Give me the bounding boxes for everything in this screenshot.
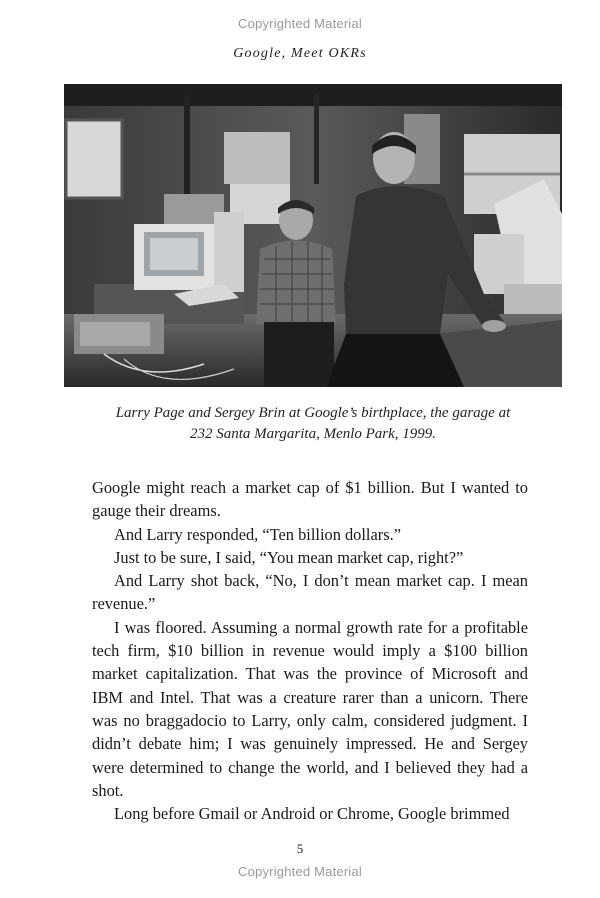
paragraph: Long before Gmail or Android or Chrome, Google brimmed xyxy=(114,804,510,824)
paragraph: Google might reach a market cap of $1 billion. But I wanted to gauge their dreams. xyxy=(92,478,528,521)
copyright-watermark-top: Copyrighted Material xyxy=(238,16,362,31)
paragraph: I was floored. Assuming a normal growth rate for a profitable tech firm, $10 billion in revenue would imply a $100 billion market capitalization. That was the province of Microsoft and IBM and Intel. That was a creature rarer than a unicorn. There was no braggadocio to Larry, only calm, considered judgment. I didn’t debate him; I was genuinely impressed. He and Sergey were determined to change the world, and I believed they had a shot. xyxy=(92,617,528,800)
page-number: 5 xyxy=(296,841,304,856)
photo-caption xyxy=(64,403,562,445)
body-text xyxy=(92,476,528,825)
caption-line-1: Larry Page and Sergey Brin at Google’s birthplace, the garage at xyxy=(115,405,511,421)
paragraph: And Larry shot back, “No, I don’t mean market cap. I mean revenue.” xyxy=(92,571,528,614)
running-head: Google, Meet OKRs xyxy=(233,46,367,61)
caption-line-2: 232 Santa Margarita, Menlo Park, 1999. xyxy=(189,426,437,442)
paragraph: And Larry responded, “Ten billion dollars.” xyxy=(114,524,401,544)
copyright-watermark-bottom: Copyrighted Material xyxy=(238,864,362,879)
garage-photo xyxy=(64,84,562,387)
paragraph: Just to be sure, I said, “You mean market cap, right?” xyxy=(114,547,464,567)
